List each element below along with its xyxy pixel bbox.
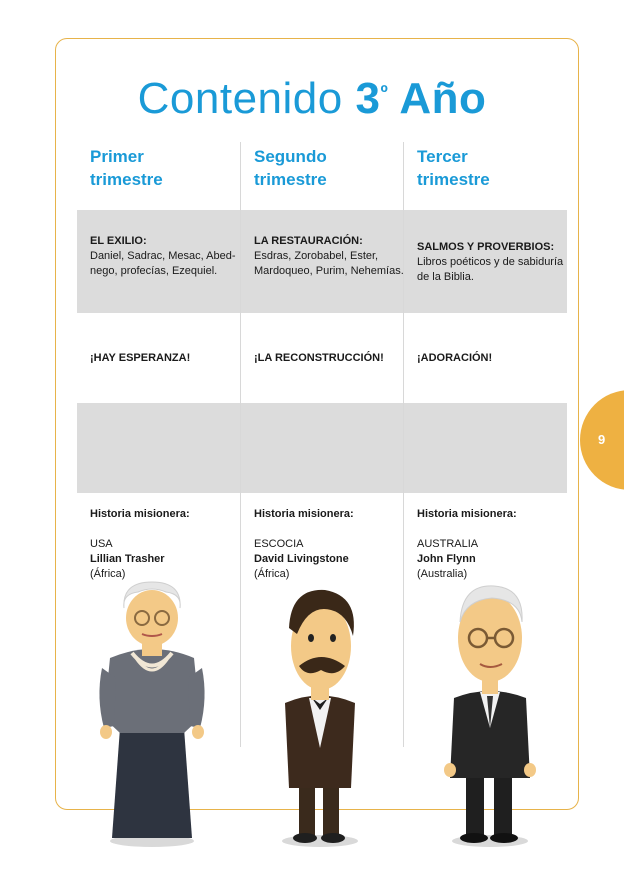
topic-title: EL EXILIO:: [90, 235, 147, 247]
page-title: [0, 74, 624, 124]
theme-1: ¡HAY ESPERANZA!: [90, 352, 191, 364]
title-number: 3: [355, 74, 381, 123]
story-country: ESCOCIA: [254, 538, 304, 550]
quarter-header-3: [417, 145, 567, 191]
story-label: Historia misionera:: [417, 508, 517, 520]
column-divider: [403, 142, 404, 747]
lillian-trasher-illustration: [92, 578, 212, 848]
topic-title: LA RESTAURACIÓN:: [254, 235, 363, 247]
quarter-header-2: [254, 145, 404, 191]
story-region: (Australia): [417, 568, 468, 580]
topic-cell-3: [417, 240, 565, 285]
empty-band: [77, 403, 567, 493]
title-text: Contenido: [137, 74, 356, 123]
quarter-header-line: trimestre: [254, 170, 327, 189]
john-flynn-illustration: [440, 578, 540, 848]
david-livingstone-illustration: [265, 578, 375, 848]
quarter-header-line: trimestre: [417, 170, 490, 189]
missionary-story-2: [254, 507, 404, 582]
quarter-header-1: [90, 145, 240, 191]
story-country: AUSTRALIA: [417, 538, 479, 550]
topic-cell-2: [254, 234, 404, 279]
missionary-name: John Flynn: [417, 553, 476, 565]
topic-title: SALMOS Y PROVERBIOS:: [417, 241, 555, 253]
quarter-header-line: trimestre: [90, 170, 163, 189]
missionary-story-3: [417, 507, 567, 582]
quarter-header-line: Segundo: [254, 147, 327, 166]
topic-body: Esdras, Zorobabel, Ester, Mardoqueo, Purim, Nehemías.: [254, 250, 404, 277]
story-country: USA: [90, 538, 113, 550]
column-divider: [240, 142, 241, 747]
missionary-story-1: [90, 507, 240, 582]
topic-body: Libros poéticos y de sabiduría de la Biblia.: [417, 256, 564, 283]
theme-3: ¡ADORACIÓN!: [417, 352, 493, 364]
title-degree: º: [380, 82, 389, 104]
quarter-header-line: Tercer: [417, 147, 468, 166]
topic-cell-1: [90, 234, 240, 279]
story-label: Historia misionera:: [254, 508, 354, 520]
missionary-name: Lillian Trasher: [90, 553, 165, 565]
story-label: Historia misionera:: [90, 508, 190, 520]
quarter-header-line: Primer: [90, 147, 144, 166]
missionary-name: David Livingstone: [254, 553, 349, 565]
topic-body: Daniel, Sadrac, Mesac, Abed-nego, profecías, Ezequiel.: [90, 250, 236, 277]
title-year: Año: [388, 74, 487, 123]
story-region: (África): [254, 568, 290, 580]
theme-2: ¡LA RECONSTRUCCIÓN!: [254, 352, 384, 364]
page-number: 9: [598, 432, 606, 447]
story-region: (África): [90, 568, 126, 580]
